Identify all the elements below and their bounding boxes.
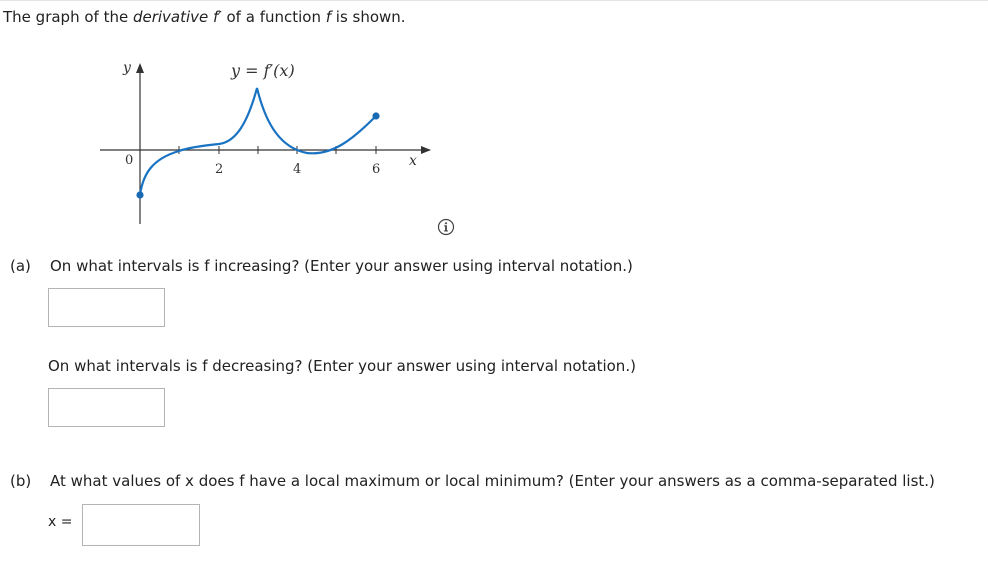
local-extrema-answer-input[interactable]: [82, 504, 200, 546]
curve-label: y = f′(x): [231, 61, 295, 80]
increasing-answer-input[interactable]: [48, 288, 165, 327]
y-axis-arrow: [136, 63, 144, 73]
part-a-decreasing-question: [48, 357, 636, 375]
derivative-graph: [95, 52, 435, 227]
tick-label-4: 4: [293, 162, 302, 177]
x-axis-label: x: [409, 153, 417, 169]
curve-end-point: [372, 112, 379, 119]
part-b-tag: (b): [10, 472, 32, 490]
part-a-tag: (a): [10, 257, 31, 275]
derivative-curve: [140, 88, 375, 195]
tick-label-2: 2: [215, 162, 224, 177]
intro-text-3: of a function: [221, 8, 326, 26]
y-axis-label: y: [123, 60, 131, 76]
x-equals-label: x =: [48, 514, 73, 530]
info-icon[interactable]: [437, 218, 455, 236]
problem-intro: [3, 8, 406, 26]
top-divider: [0, 0, 988, 1]
x-axis-arrow: [421, 146, 431, 154]
tick-label-6: 6: [372, 162, 381, 177]
curve-start-point: [136, 191, 143, 198]
local-extrema-question-text: At what values of x does f have a local maximum or local minimum? (Enter your answers as a comma-separated list.): [50, 472, 935, 490]
decreasing-question-text: On what intervals is f decreasing? (Enter your answer using interval notation.): [48, 357, 636, 375]
increasing-question-text: On what intervals is f increasing? (Enter your answer using interval notation.): [50, 257, 633, 275]
intro-text-1: The graph of the: [3, 8, 133, 26]
intro-text-5: is shown.: [331, 8, 406, 26]
decreasing-answer-input[interactable]: [48, 388, 165, 427]
intro-text-4: f: [325, 8, 332, 26]
tick-label-0: 0: [125, 153, 134, 168]
intro-text-2: derivative f′: [132, 8, 222, 26]
